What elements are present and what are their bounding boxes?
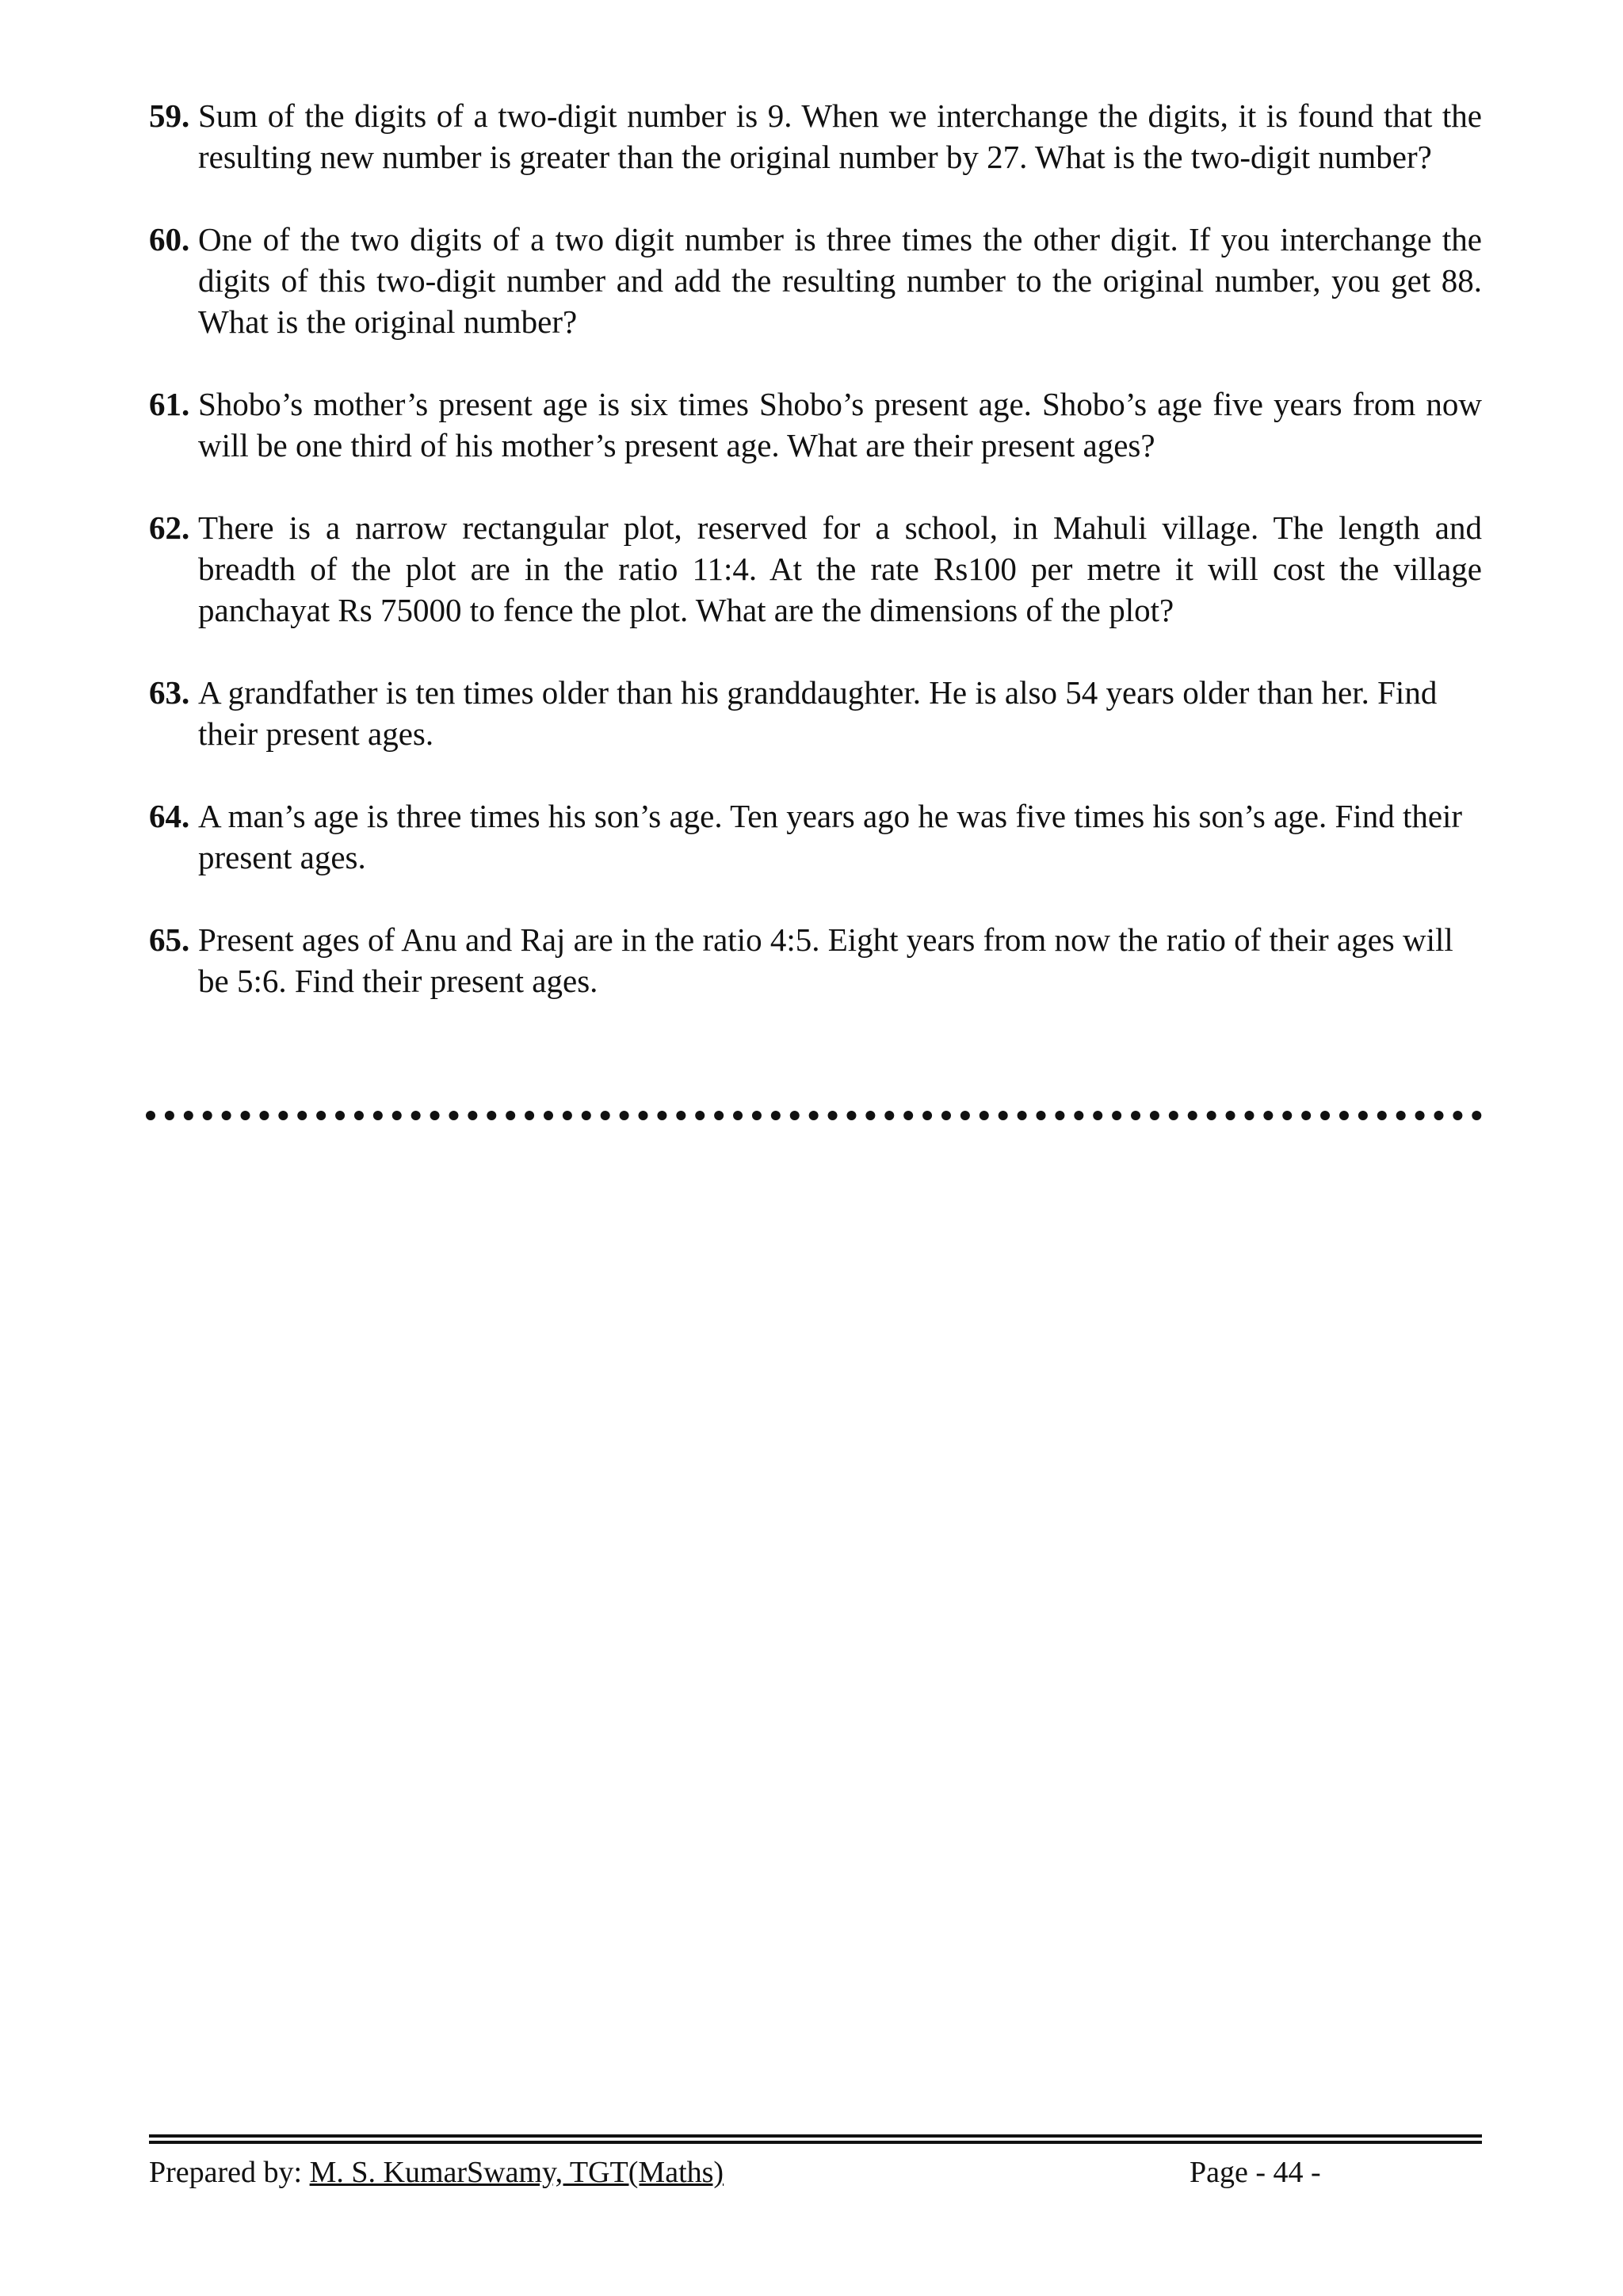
question-number: 64.: [149, 798, 190, 834]
question-number: 59.: [149, 97, 190, 134]
question-text: One of the two digits of a two digit number is three times the other digit. If you interchange the digits of this two-digit number and add the resulting number to the original number, you get 88. What is the original number?: [198, 221, 1482, 340]
footer-double-rule: [149, 2134, 1482, 2144]
author-name: M. S. KumarSwamy, TGT(Maths): [309, 2156, 724, 2189]
question-text: There is a narrow rectangular plot, reserved for a school, in Mahuli village. The length and breadth of the plot are in the ratio 11:4. At the rate Rs100 per metre it will cost the village panchayat Rs 75000 to fence the plot. What are the dimensions of the plot?: [198, 509, 1482, 628]
question-60: [149, 219, 1482, 342]
question-number: 63.: [149, 674, 190, 711]
question-63: [149, 672, 1482, 754]
question-number: 60.: [149, 221, 190, 257]
page-number: Page - 44 -: [1190, 2156, 1321, 2189]
question-text: A grandfather is ten times older than his granddaughter. He is also 54 years older than her. Find their present ages.: [198, 674, 1438, 752]
question-number: 65.: [149, 921, 190, 958]
question-61: [149, 383, 1482, 466]
question-number: 62.: [149, 509, 190, 546]
question-text: Present ages of Anu and Raj are in the ratio 4:5. Eight years from now the ratio of their ages will be 5:6. Find their present ages.: [198, 921, 1453, 999]
question-62: [149, 507, 1482, 631]
question-65: [149, 919, 1482, 1001]
question-text: Sum of the digits of a two-digit number is 9. When we interchange the digits, it is found that the resulting new number is greater than the original number by 27. What is the two-digit number?: [198, 97, 1482, 175]
footer-credit: [149, 2153, 724, 2191]
question-text: A man’s age is three times his son’s age. Ten years ago he was five times his son’s age. Find their present ages.: [198, 798, 1463, 875]
question-number: 61.: [149, 386, 190, 422]
question-text: Shobo’s mother’s present age is six times Shobo’s present age. Shobo’s age five years from now will be one third of his mother’s present age. What are their present ages?: [198, 386, 1482, 463]
question-64: [149, 795, 1482, 878]
question-list: [149, 95, 1482, 1043]
question-59: [149, 95, 1482, 177]
prepared-by-label: Prepared by:: [149, 2156, 310, 2189]
dotted-divider: [146, 1111, 1482, 1120]
